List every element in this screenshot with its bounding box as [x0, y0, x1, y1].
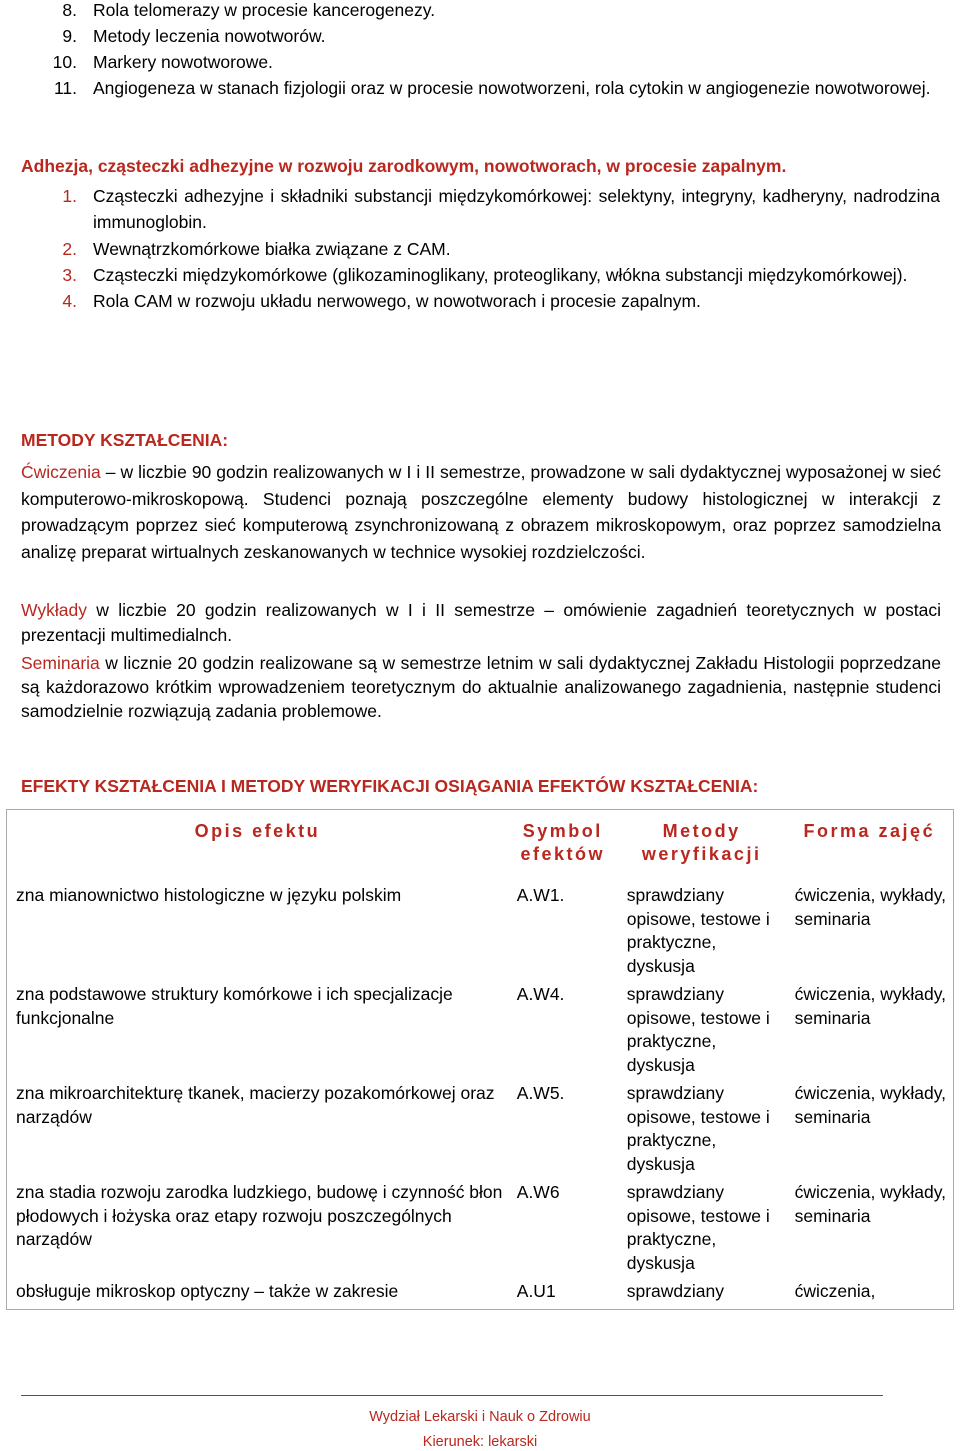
effect-symbol: A.W5.: [516, 1083, 565, 1103]
footer-field: Kierunek: lekarski: [422, 1434, 538, 1450]
table-row: [7, 983, 954, 1082]
effect-verification: sprawdziany opisowe, testowe i praktyczne, dyskusja: [626, 1083, 770, 1174]
effect-form: ćwiczenia,: [794, 1281, 876, 1301]
footer-divider: [21, 1395, 883, 1396]
effect-description: obsługuje mikroskop optyczny – także w zakresie: [16, 1281, 399, 1301]
effect-description: zna mikroarchitekturę tkanek, macierzy pozakomórkowej oraz narządów: [16, 1083, 495, 1127]
effect-verification: sprawdziany opisowe, testowe i praktyczne, dyskusja: [626, 885, 770, 976]
effect-form: ćwiczenia, wykłady, seminaria: [794, 1083, 947, 1127]
table-row: [7, 1181, 954, 1280]
column-header-description: Opis efektu: [194, 821, 321, 841]
list-item: 4. Rola CAM w rozwoju układu nerwowego, w nowotworach i procesie zapalnym.: [62, 291, 701, 312]
table-header-row: [7, 810, 954, 885]
adhesion-list: [0, 183, 940, 314]
effect-symbol: A.W4.: [516, 984, 565, 1004]
list-item: 9. Metody leczenia nowotworów.: [62, 26, 326, 46]
effect-verification: sprawdziany: [626, 1281, 724, 1301]
topics-list: [0, 0, 940, 101]
effect-description: zna podstawowe struktury komórkowe i ich specjalizacje funkcjonalne: [16, 984, 453, 1028]
effect-symbol: A.U1: [516, 1281, 556, 1301]
list-item: 3. Cząsteczki międzykomórkowe (glikozaminoglikany, proteoglikany, włókna substancji międzykomórkowej).: [62, 264, 908, 285]
effect-verification: sprawdziany opisowe, testowe i praktyczne, dyskusja: [626, 984, 770, 1075]
column-header-form: Forma zajęć: [803, 821, 936, 841]
footer-faculty: Wydział Lekarski i Nauk o Zdrowiu: [369, 1409, 591, 1425]
table-row: [7, 884, 954, 983]
effect-verification: sprawdziany opisowe, testowe i praktyczne, dyskusja: [626, 1182, 770, 1273]
list-item: 2. Wewnątrzkomórkowe białka związane z CAM.: [62, 238, 451, 259]
list-item: 10. Markery nowotworowe.: [52, 52, 273, 72]
effect-description: zna stadia rozwoju zarodka ludzkiego, budowę i czynność błon płodowych i łożyska oraz etapy rozwoju poszczególnych narządów: [16, 1182, 503, 1249]
effect-form: ćwiczenia, wykłady, seminaria: [794, 885, 947, 929]
table-row: [7, 1082, 954, 1181]
list-item: 1. Cząsteczki adhezyjne i składniki substancji międzykomórkowej: selektyny, integryny, kadheryny, nadrodzina immunoglobin.: [62, 186, 940, 233]
table-row: [7, 1280, 954, 1309]
methods-heading: METODY KSZTAŁCENIA:: [21, 430, 229, 450]
column-header-symbol: Symbol efektów: [520, 821, 605, 864]
effect-description: zna mianownictwo histologiczne w języku polskim: [16, 885, 402, 905]
effect-symbol: A.W1.: [516, 885, 565, 905]
effects-heading: EFEKTY KSZTAŁCENIA I METODY WERYFIKACJI OSIĄGANIA EFEKTÓW KSZTAŁCENIA:: [21, 776, 759, 796]
methods-paragraph-seminars: Seminaria w licznie 20 godzin realizowane są w semestrze letnim w sali dydaktycznej Zakładu Histologii poprzedzane są każdorazowo krótkim wprowadzeniem teoretycznym do aktualnie analizowanego zagadnienia, następnie studenci samodzielnie rozwiązują zadania problemowe.: [21, 653, 941, 721]
effects-table: [6, 809, 954, 1310]
methods-paragraph-exercises: Ćwiczenia – w liczbie 90 godzin realizowanych w I i II semestrze, prowadzone w sali dydaktycznej wyposażonej w sieć komputerowo-mikroskopową. Studenci poznają poszczególne elementy budowy histologicznej w interakcji z prowadzącym poprzez sieć komputerową zsynchronizowaną z obrazem mikroskopowym, oraz poprzez samodzielna analizę preparat wirtualnych zeskanowanych w technice wysokiej rozdzielczości.: [21, 462, 941, 562]
list-item: 8. Rola telomerazy w procesie kancerogenezy.: [62, 0, 436, 20]
column-header-verification: Metody weryfikacji: [641, 821, 762, 864]
methods-paragraph-lectures: Wykłady w liczbie 20 godzin realizowanych w I i II semestrze – omówienie zagadnień teoretycznych w postaci prezentacji multimedialnch.: [21, 600, 941, 645]
effect-form: ćwiczenia, wykłady, seminaria: [794, 1182, 947, 1226]
effect-symbol: A.W6: [516, 1182, 560, 1202]
adhesion-heading: Adhezja, cząsteczki adhezyjne w rozwoju zarodkowym, nowotworach, w procesie zapalnym.: [21, 156, 787, 176]
effect-form: ćwiczenia, wykłady, seminaria: [794, 984, 947, 1028]
list-item: 11. Angiogeneza w stanach fizjologii oraz w procesie nowotworzeni, rola cytokin w angiogenezie nowotworowej.: [53, 78, 931, 98]
